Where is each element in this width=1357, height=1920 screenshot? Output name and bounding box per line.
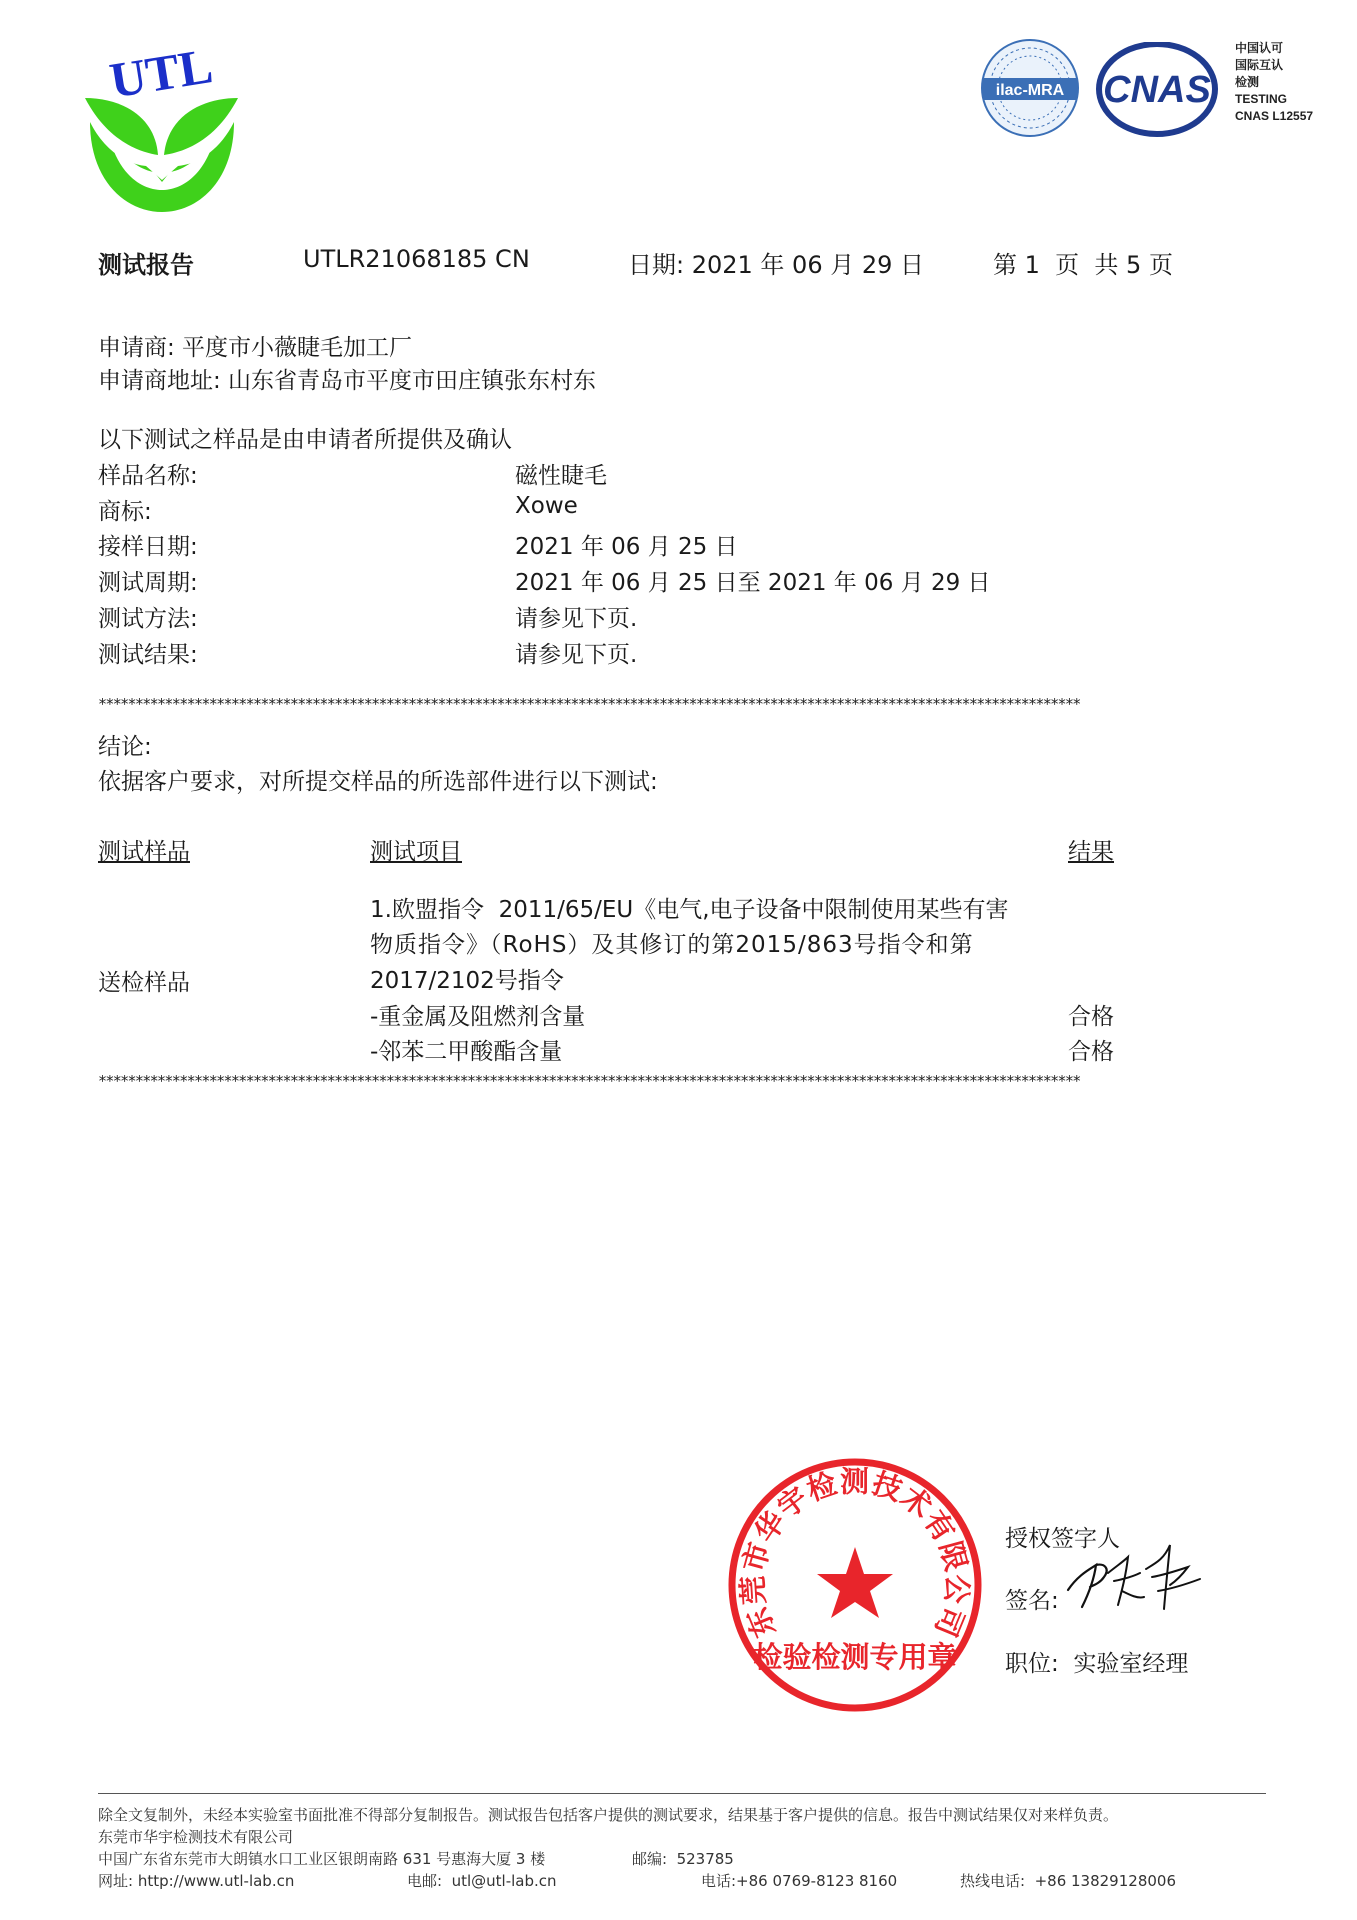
cnas-text: CNAS xyxy=(1103,69,1211,111)
sub-item-result: 合格 xyxy=(1068,1039,1114,1065)
sub-item-name: -邻苯二甲酸酯含量 xyxy=(370,1039,563,1065)
sub-item-result: 合格 xyxy=(1068,1004,1114,1030)
sample-value: 请参见下页. xyxy=(515,642,638,668)
cnas-logo xyxy=(1095,42,1220,137)
applicant-name: 申请商: 平度市小薇睫毛加工厂 xyxy=(98,335,413,361)
official-stamp xyxy=(725,1455,985,1715)
footer-company: 东莞市华宇检测技术有限公司 xyxy=(98,1828,294,1846)
sub-item-name: -重金属及阻燃剂含量 xyxy=(370,1004,586,1030)
sample-value: 2021 年 06 月 25 日至 2021 年 06 月 29 日 xyxy=(515,570,991,596)
sample-intro: 以下测试之样品是由申请者所提供及确认 xyxy=(98,427,512,453)
applicant-address: 申请商地址: 山东省青岛市平度市田庄镇张东村东 xyxy=(98,368,597,394)
col-header-item: 测试项目 xyxy=(370,839,462,865)
ilac-mra-logo xyxy=(975,38,1085,138)
sample-label: 接样日期: xyxy=(98,534,198,560)
sample-value: 磁性睫毛 xyxy=(515,463,607,489)
footer-divider xyxy=(98,1793,1266,1794)
accreditation-line: TESTING xyxy=(1235,92,1288,106)
footer-hotline: 热线电话: +86 13829128006 xyxy=(960,1872,1176,1890)
footer-disclaimer: 除全文复制外，未经本实验室书面批准不得部分复制报告。测试报告包括客户提供的测试要求，结果基于客户提供的信息。报告中测试结果仅对来样负责。 xyxy=(98,1806,1119,1824)
footer-address: 中国广东省东莞市大朗镇水口工业区银朗南路 631 号惠海大厦 3 楼 xyxy=(98,1850,546,1868)
accreditation-line: CNAS L12557 xyxy=(1235,109,1314,123)
sample-label: 商标: xyxy=(98,499,152,525)
sample-label: 测试方法: xyxy=(98,606,198,632)
footer-website-link[interactable]: 网址: http://www.utl-lab.cn xyxy=(98,1872,295,1890)
sample-label: 测试周期: xyxy=(98,570,198,596)
handwritten-signature xyxy=(1060,1535,1210,1620)
page-indicator: 第 1 页 共 5 页 xyxy=(993,251,1173,279)
star-separator: ************************************************************************************************************************************* xyxy=(98,1072,1080,1090)
sample-label: 样品名称: xyxy=(98,463,198,489)
signatory-position: 职位: 实验室经理 xyxy=(1005,1651,1189,1677)
item-line: 1.欧盟指令 2011/65/EU《电气,电子设备中限制使用某些有害 xyxy=(370,897,1009,923)
conclusion-text: 依据客户要求，对所提交样品的所选部件进行以下测试: xyxy=(98,769,658,795)
sample-value: 2021 年 06 月 25 日 xyxy=(515,534,738,560)
signature-label: 签名: xyxy=(1005,1588,1059,1614)
sample-label: 测试结果: xyxy=(98,642,198,668)
signatory-title: 授权签字人 xyxy=(1005,1526,1120,1552)
footer-postcode: 邮编: 523785 xyxy=(632,1850,734,1868)
accreditation-line: 中国认可 xyxy=(1235,41,1284,55)
col-header-result: 结果 xyxy=(1068,839,1114,865)
conclusion-heading: 结论: xyxy=(98,734,152,760)
ilac-text: ilac-MRA xyxy=(995,82,1065,99)
footer-email-link[interactable]: 电邮: utl@utl-lab.cn xyxy=(407,1872,557,1890)
col-header-sample: 测试样品 xyxy=(98,839,190,865)
sample-value: Xowe xyxy=(515,493,578,519)
accreditation-line: 检测 xyxy=(1235,75,1260,89)
utl-logo xyxy=(80,30,250,215)
accreditation-line: 国际互认 xyxy=(1235,58,1284,72)
star-separator: ************************************************************************************************************************************* xyxy=(98,695,1080,713)
logo-text: UTL xyxy=(105,37,217,109)
item-line: 物质指令》（RoHS）及其修订的第2015/863号指令和第 xyxy=(370,932,974,958)
item-line: 2017/2102号指令 xyxy=(370,968,564,994)
sample-cell: 送检样品 xyxy=(98,970,190,996)
footer-phone: 电话:+86 0769-8123 8160 xyxy=(701,1872,898,1890)
report-date: 日期: 2021 年 06 月 29 日 xyxy=(628,251,925,279)
stamp-top-text: 东莞市华宇检测技术有限公司 xyxy=(735,1464,975,1643)
stamp-bottom-text: 检验检测专用章 xyxy=(753,1640,957,1674)
report-number: UTLR21068185 CN xyxy=(303,245,530,273)
report-title: 测试报告 xyxy=(98,251,194,279)
accreditation-caption xyxy=(1235,40,1313,125)
stamp-star-icon xyxy=(817,1547,893,1618)
sample-value: 请参见下页. xyxy=(515,606,638,632)
